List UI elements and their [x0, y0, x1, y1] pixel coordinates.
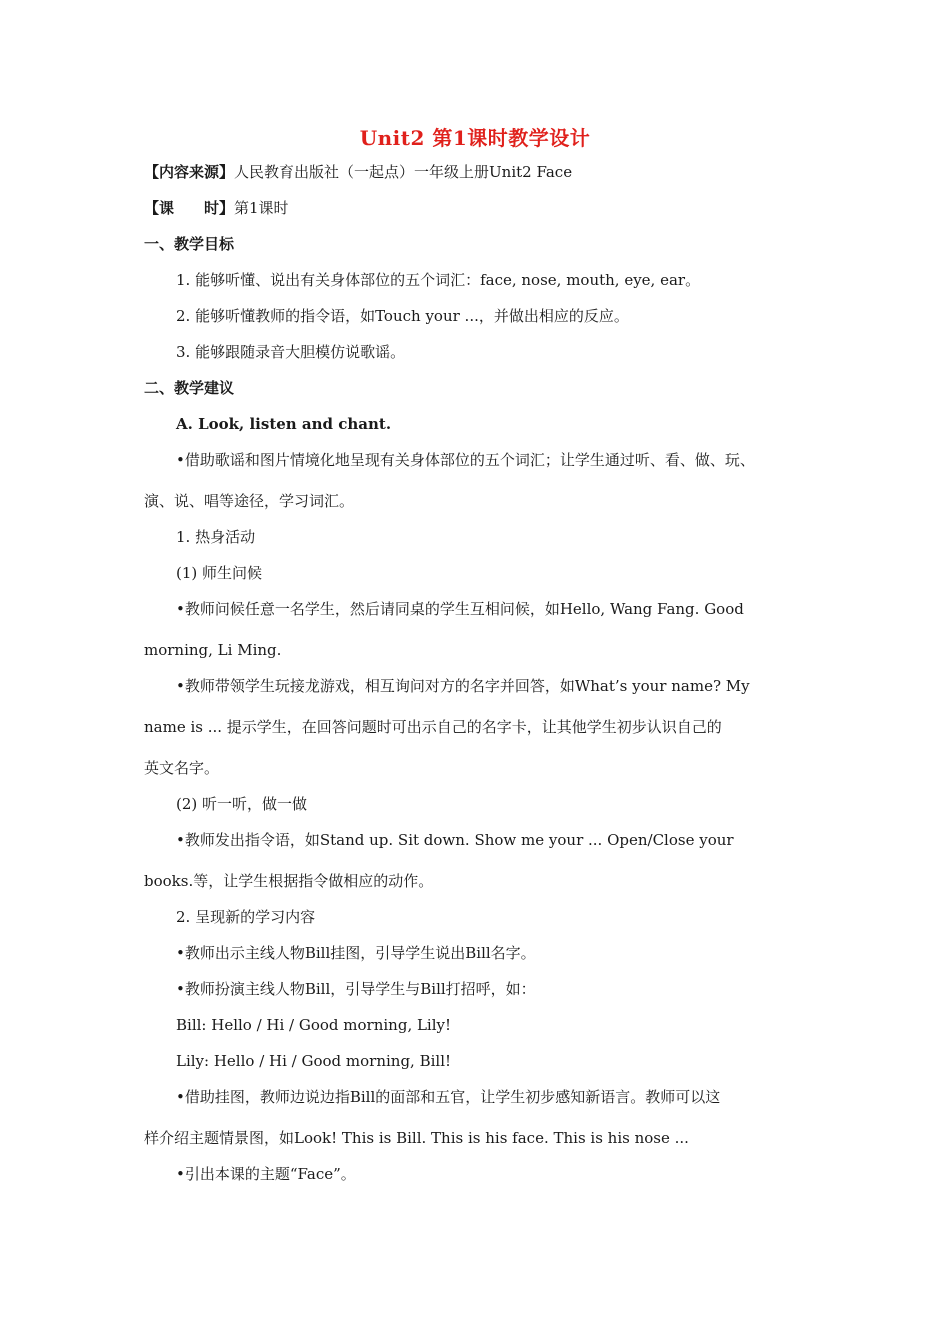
body-line: books.等，让学生根据指令做相应的动作。 [144, 872, 434, 890]
dialogue-line: Bill: Hello / Hi / Good morning, Lily! [176, 1016, 452, 1034]
body-line: •借助挂图，教师边说边指Bill的面部和五官，让学生初步感知新语言。教师可以这 [176, 1088, 721, 1106]
document-title: Unit2 第1课时教学设计 [359, 126, 591, 150]
body-line: (1) 师生问候 [176, 564, 263, 582]
lesson-period [144, 196, 289, 220]
body-line: •教师带领学生玩接龙游戏，相互询问对方的名字并回答，如What’s your name? My [176, 677, 750, 695]
objective-item: 3. 能够跟随录音大胆模仿说歌谣。 [176, 343, 406, 361]
body-line: 样介绍主题情景图，如Look! This is Bill. This is his face. This is his nose ... [144, 1129, 689, 1147]
body-line: •教师扮演主线人物Bill，引导学生与Bill打招呼，如： [176, 980, 536, 998]
body-line: •教师出示主线人物Bill挂图，引导学生说出Bill名字。 [176, 944, 536, 962]
body-line: 英文名字。 [144, 759, 220, 777]
body-line: •借助歌谣和图片情境化地呈现有关身体部位的五个词汇；让学生通过听、看、做、玩、 [176, 451, 755, 469]
content-source-text: 人民教育出版社（一起点）一年级上册Unit2 Face [234, 163, 573, 181]
body-line: morning, Li Ming. [144, 641, 282, 659]
section-heading-suggestions: 二、教学建议 [144, 379, 235, 397]
body-line: •教师问候任意一名学生，然后请同桌的学生互相问候，如Hello, Wang Fang. Good [176, 600, 744, 618]
objective-item: 1. 能够听懂、说出有关身体部位的五个词汇：face, nose, mouth, eye, ear。 [176, 271, 701, 289]
dialogue-line: Lily: Hello / Hi / Good morning, Bill! [176, 1052, 452, 1070]
body-line: (2) 听一听，做一做 [176, 795, 308, 813]
body-line: name is ... 提示学生，在回答问题时可出示自己的名字卡，让其他学生初步认识自己的 [144, 718, 722, 736]
body-line: 1. 热身活动 [176, 528, 256, 546]
body-line: 2. 呈现新的学习内容 [176, 908, 316, 926]
content-source-label: 【内容来源】 [144, 163, 235, 181]
part-a-heading: A. Look, listen and chant. [176, 415, 392, 433]
section-heading-objectives: 一、教学目标 [144, 235, 235, 253]
body-line: •引出本课的主题“Face”。 [176, 1165, 356, 1183]
content-source [144, 160, 572, 184]
body-line: •教师发出指令语，如Stand up. Sit down. Show me your ... Open/Close your [176, 831, 734, 849]
objective-item: 2. 能够听懂教师的指令语，如Touch your ...，并做出相应的反应。 [176, 307, 629, 325]
lesson-period-text: 第1课时 [234, 199, 289, 217]
lesson-period-label: 【课 时】 [144, 199, 235, 217]
body-line: 演、说、唱等途径，学习词汇。 [144, 492, 355, 510]
